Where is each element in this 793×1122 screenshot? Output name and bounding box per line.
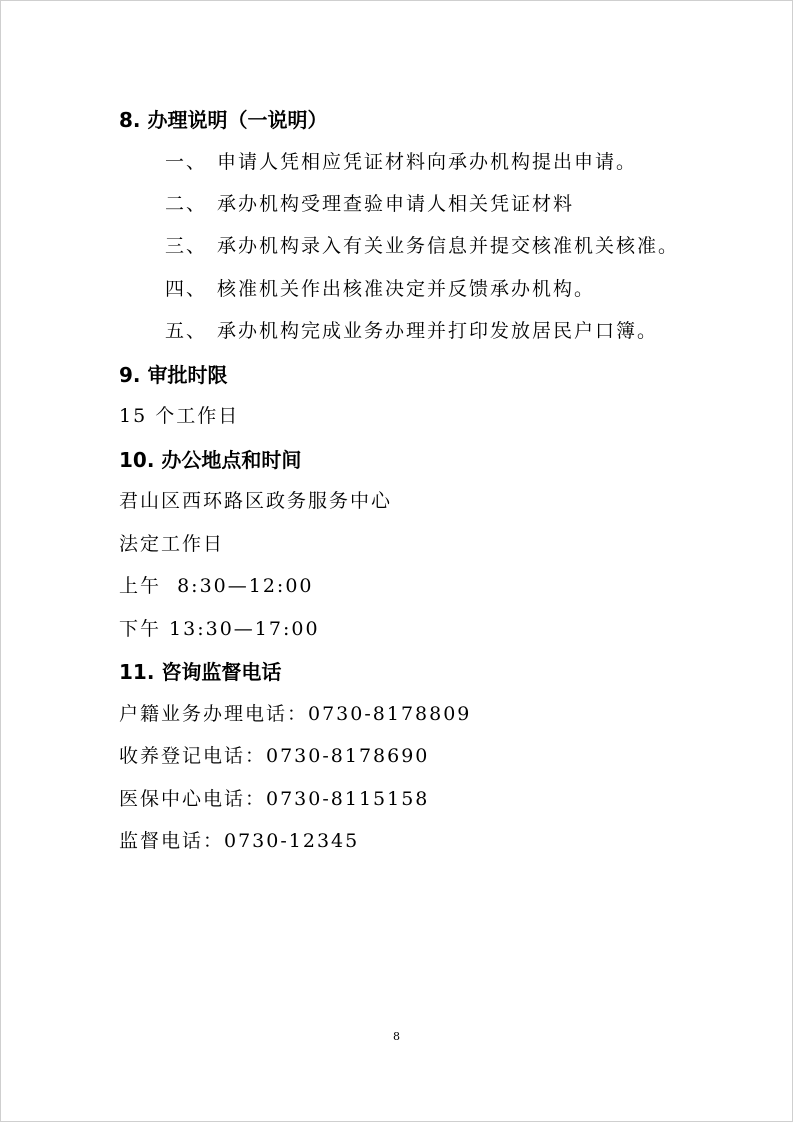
- phone-supervision: 监督电话：0730-12345: [119, 830, 360, 852]
- step-item: [165, 237, 679, 256]
- section-10-heading: 10. 办公地点和时间: [119, 448, 302, 472]
- step-text: 承办机构完成业务办理并打印发放居民户口簿。: [217, 320, 659, 342]
- step-text: 承办机构受理查验申请人相关凭证材料: [217, 193, 575, 215]
- step-number: 三、: [165, 235, 208, 257]
- step-number: 五、: [165, 320, 208, 342]
- step-item: [165, 322, 658, 341]
- phone-adoption-registration: 收养登记电话：0730-8178690: [119, 745, 430, 767]
- step-text: 承办机构录入有关业务信息并提交核准机关核准。: [217, 235, 680, 257]
- step-text: 核准机关作出核准决定并反馈承办机构。: [217, 278, 596, 300]
- office-location: 君山区西环路区政务服务中心: [119, 490, 393, 512]
- step-number: 四、: [165, 278, 208, 300]
- office-days: 法定工作日: [119, 533, 225, 555]
- step-item: [165, 153, 637, 172]
- phone-medical-insurance: 医保中心电话：0730-8115158: [119, 788, 430, 810]
- section-8-heading: 8. 办理说明（一说明）: [119, 108, 328, 132]
- page-number: 8: [393, 1030, 400, 1043]
- step-item: [165, 195, 574, 214]
- step-item: [165, 280, 595, 299]
- step-number: 一、: [165, 151, 208, 173]
- step-text: 申请人凭相应凭证材料向承办机构提出申请。: [217, 151, 638, 173]
- step-number: 二、: [165, 193, 208, 215]
- approval-time-limit: 15 个工作日: [119, 405, 240, 427]
- section-9-heading: 9. 审批时限: [119, 363, 228, 387]
- office-hours-afternoon: 下午 13:30—17:00: [119, 618, 320, 640]
- office-hours-morning: 上午 8:30—12:00: [119, 575, 314, 597]
- section-11-heading: 11. 咨询监督电话: [119, 660, 282, 684]
- phone-household-registration: 户籍业务办理电话：0730-8178809: [119, 703, 472, 725]
